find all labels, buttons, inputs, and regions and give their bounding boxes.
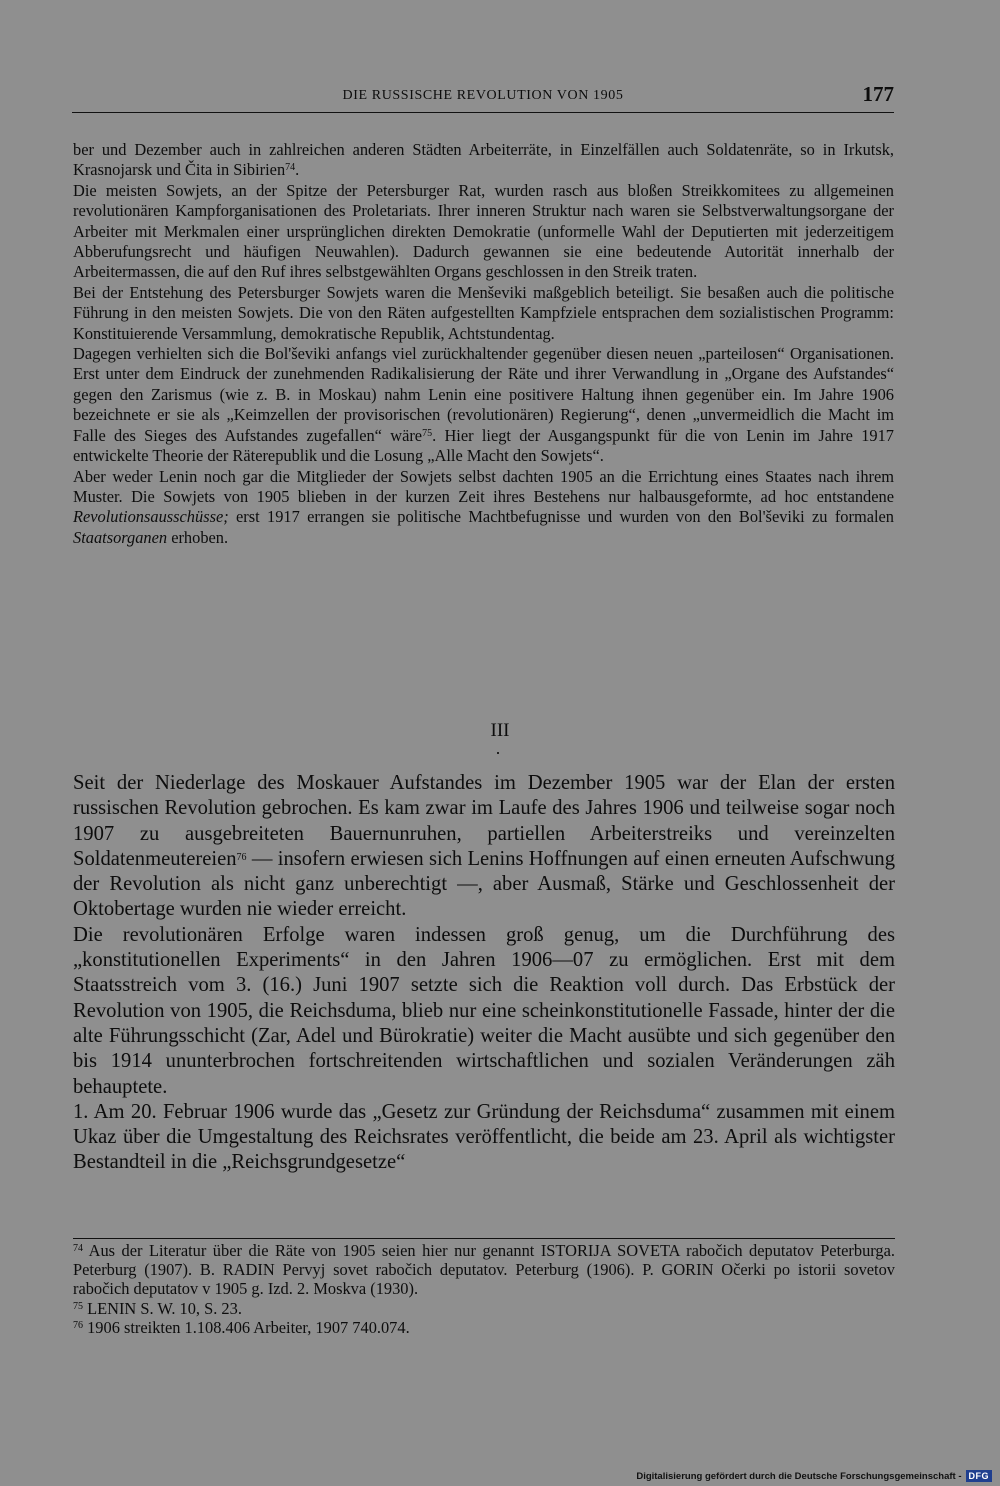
print-speck: [497, 752, 499, 754]
footnote: [73, 1318, 895, 1337]
paragraph: [73, 467, 894, 549]
paragraph: [73, 771, 895, 923]
footnote: [73, 1299, 895, 1318]
paragraph-text: Dagegen verhielten sich die Bol'ševiki anfangs viel zurückhaltender gegenüber diesen neuen „parteilosen“ Organisationen. Erst unter dem Eindruck der zunehmenden Radikalisierung der Räte und ihrer Verwandlung in „Organe des Aufstandes“ gegen den Zarismus (wie z. B. in Moskau) nahm Lenin eine positivere Haltung ihnen gegenüber ein. Im Jahre 1906 bezeichnete er sie als „Keimzellen der provisorischen (revolutionären) Regierung“, denen „unvermeidlich die Macht im Falle des Sieges des Aufstandes zugefallen“ wäre: [73, 344, 894, 445]
footnote-ref: 76: [236, 851, 247, 863]
footnote-text: 1906 streikten 1.108.406 Arbeiter, 1907 740.074.: [87, 1317, 410, 1337]
paragraph: Bei der Entstehung des Petersburger Sowjets waren die Menševiki maßgeblich beteiligt. Sie besaßen auch die politische Führung in den meisten Sowjets. Die von den Räten aufgestellten Kampfziele entsprachen dem sozialistischen Programm: Konstituierende Versammlung, demokratische Republik, Achtstundentag.: [73, 282, 894, 343]
footnote: [73, 1241, 895, 1299]
funding-notice: [636, 1468, 992, 1484]
running-title: DIE RUSSISCHE REVOLUTION VON 1905: [342, 88, 624, 103]
section-heading: III: [490, 720, 510, 741]
paragraph-text: . Hier liegt der Ausgangspunkt für die von Lenin im Jahre 1917 entwickelte Theorie der Räterepublik und die Losung „Alle Macht den Sowjets“.: [73, 425, 894, 466]
footnote-ref: 74: [285, 162, 296, 174]
dfg-logo: DFG: [966, 1470, 993, 1482]
funding-text: Digitalisierung gefördert durch die Deutsche Forschungsgemeinschaft -: [636, 1470, 962, 1482]
paragraph-text: — insofern erwiesen sich Lenins Hoffnungen auf einen erneuten Aufschwung der Revolution als nicht ganz unberechtigt —, aber Ausmaß, Stärke und Geschlossenheit der Oktobertage wurden nie wieder erreicht.: [73, 847, 895, 921]
page-number: 177: [862, 82, 894, 106]
page-header: [72, 84, 894, 113]
paragraph: [73, 140, 894, 181]
footnote-number: 74: [73, 1243, 83, 1254]
paragraph: 1. Am 20. Februar 1906 wurde das „Gesetz zur Gründung der Reichsduma“ zusammen mit einem Ukaz über die Umgestaltung des Reichsrates veröffentlicht, die beide am 23. April als wichtigster Bestandteil in die „Reichsgrundgesetze“: [73, 1100, 895, 1174]
paragraph-text: ber und Dezember auch in zahlreichen anderen Städten Arbeiterräte, in Einzelfällen auch Soldatenräte, so in Irkutsk, Krasnojarsk und Čita in Sibirien: [73, 140, 894, 180]
paragraph: Die revolutionären Erfolge waren indessen groß genug, um die Durchführung des „konstitutionellen Experiments“ in den Jahren 1906—07 zu ermöglichen. Erst mit dem Staatsstreich vom 3. (16.) Juni 1907 setzte sich die Reaktion voll durch. Das Erbstück der Revolution von 1905, die Reichsduma, blieb nur eine scheinkonstitutionelle Fassade, hinter der die alte Führungsschicht (Zar, Adel und Bürokratie) weiter die Macht ausübte und sich gegenüber den bis 1914 ununterbrochen fortschreitenden wirtschaftlichen und sozialen Veränderungen zäh behauptete.: [73, 923, 895, 1098]
paragraph-text: erst 1917 errangen sie politische Machtbefugnisse und wurden von den Bol'ševiki zu formalen: [228, 507, 894, 527]
section-two-text: [73, 771, 895, 1176]
footnote-number: 75: [73, 1300, 83, 1312]
footnotes: [73, 1238, 895, 1337]
paragraph-text: .: [295, 160, 300, 180]
paragraph-text: Seit der Niederlage des Moskauer Aufstandes im Dezember 1905 war der Elan der ersten russischen Revolution gebrochen. Es kam zwar im Laufe des Jahres 1906 und teilweise sogar noch 1907 zu ausgebreiteten Bauernunruhen, partiellen Arbeiterstreiks und vereinzelten Soldatenmeutereien: [73, 772, 895, 870]
footnote-ref: 75: [422, 427, 433, 439]
emphasis: Revolutionsausschüsse;: [73, 507, 229, 527]
footnote-number: 76: [73, 1319, 83, 1331]
footnote-text: Aus der Literatur über die Räte von 1905 seien hier nur genannt ISTORIJA SOVETA rabočich deputatov Peterburga. Peterburg (1907). B. RADIN Pervyj sovet rabočich deputatov. Peterburg (1906). P. GORIN Očerki po istorii sovetov rabočich deputatov v 1905 g. Izd. 2. Moskva (1930).: [73, 1241, 895, 1299]
paragraph: [73, 344, 894, 466]
paragraph-text: Aber weder Lenin noch gar die Mitglieder der Sowjets selbst dachten 1905 an die Errichtung eines Staates nach ihrem Muster. Die Sowjets von 1905 blieben in der kurzen Zeit ihres Bestehens nur halbausgeformte, ad hoc entstandene: [73, 466, 894, 506]
section-one-text: [73, 140, 894, 548]
paragraph: Die meisten Sowjets, an der Spitze der Petersburger Rat, wurden rasch aus bloßen Streikkomitees zu allgemeinen revolutionären Kampforganisationen des Proletariats. Ihrer inneren Struktur nach waren sie Selbstverwaltungsorgane der Arbeiter mit Merkmalen einer ursprünglichen direkten Demokratie (unformelle Wahl der Deputierten mit jederzeitigem Abberufungsrecht und häufigen Neuwahlen). Dadurch gewannen sie eine bedeutende Autorität innerhalb der Arbeitermassen, die auf den Ruf ihres selbstgewählten Organs geschlossen in den Streik traten.: [73, 180, 894, 282]
paragraph-text: erhoben.: [167, 527, 229, 547]
emphasis: Staatsorganen: [73, 527, 168, 547]
footnote-text: LENIN S. W. 10, S. 23.: [87, 1298, 242, 1318]
